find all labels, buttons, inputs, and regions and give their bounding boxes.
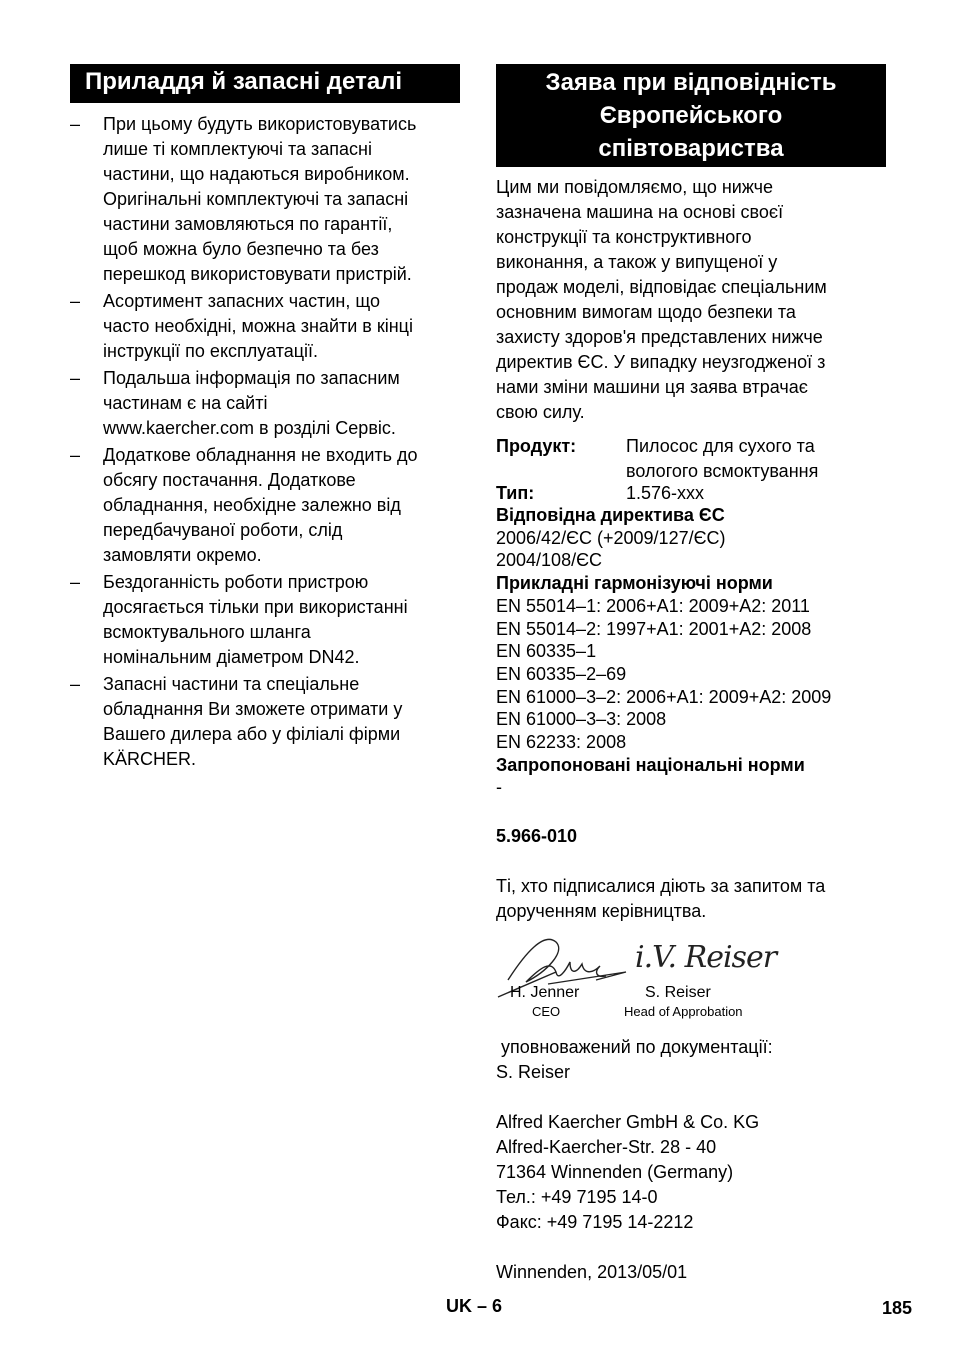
- signer-name-jenner: H. Jenner: [510, 984, 580, 1001]
- national-norms-value: -: [496, 777, 502, 798]
- national-norms-label: Запропоновані національні норми: [496, 754, 805, 775]
- list-item: [70, 112, 460, 287]
- intro-line: Цим ми повідомляємо, що нижче: [496, 177, 774, 197]
- list-item-line: www.kaercher.com в розділі Сервіс.: [103, 418, 396, 438]
- address-line: Факс: +49 7195 14-2212: [496, 1212, 694, 1232]
- signature-reiser: i.V. Reiser: [635, 940, 777, 975]
- norm-item: EN 60335–2–69: [496, 663, 627, 684]
- norm-item: EN 62233: 2008: [496, 732, 627, 753]
- place-date: Winnenden, 2013/05/01: [496, 1262, 688, 1282]
- list-item: [70, 289, 460, 364]
- section-heading-accessories: Приладдя й запасні деталі: [70, 64, 460, 103]
- signed-text-line: дорученням керівництва.: [496, 901, 707, 921]
- list-item-line: інструкції по експлуатації.: [103, 341, 319, 361]
- bullet-dash: –: [70, 291, 81, 311]
- intro-line: нами зміни машини ця заява втрачає: [496, 377, 808, 397]
- product-value-line: Пилосос для сухого та: [626, 436, 815, 456]
- signer-role-jenner: CEO: [532, 1004, 561, 1019]
- heading-line: Європейського: [599, 102, 783, 129]
- product-label: Продукт:: [496, 436, 577, 456]
- heading-line: співтовариства: [598, 135, 784, 162]
- bullet-dash: –: [70, 445, 81, 465]
- intro-line: захисту здоров'я представлених нижче: [496, 327, 823, 347]
- left-column: [70, 64, 460, 769]
- list-item-line: частинам є на сайті: [103, 393, 268, 413]
- company-address: [496, 1110, 886, 1235]
- section-heading-declaration: [496, 64, 886, 167]
- list-item-line: перешкод використовувати пристрій.: [103, 264, 412, 284]
- list-item-line: щоб можна було безпечно та без: [103, 239, 379, 259]
- signer-name-reiser: S. Reiser: [645, 984, 711, 1001]
- authorized-label: уповноважений по документації:: [496, 1037, 773, 1057]
- list-item-line: Подальша інформація по запасним: [103, 368, 400, 388]
- list-item-line: обладнання Ви зможете отримати у: [103, 699, 403, 719]
- intro-line: зазначена машина на основі своєї: [496, 202, 784, 222]
- list-item-line: Оригінальні комплектуючі та запасні: [103, 189, 409, 209]
- norm-item: EN 55014–1: 2006+A1: 2009+A2: 2011: [496, 595, 810, 616]
- standards-block: [496, 504, 886, 799]
- list-item-line: Запасні частини та спеціальне: [103, 674, 360, 694]
- list-item: [70, 443, 460, 568]
- address-line: Alfred Kaercher GmbH & Co. KG: [496, 1112, 760, 1132]
- bullet-dash: –: [70, 674, 81, 694]
- footer-section-label: UK – 6: [446, 1296, 503, 1316]
- list-item-line: Асортимент запасних частин, що: [103, 291, 380, 311]
- list-item: [70, 672, 460, 772]
- list-item-line: обладнання, необхідне залежно від: [103, 495, 401, 515]
- heading-line: Заява при відповідність: [545, 69, 837, 96]
- signed-text-line: Ті, хто підписалися діють за запитом та: [496, 876, 826, 896]
- list-item-line: лише ті комплектуючі та запасні: [103, 139, 372, 159]
- list-item-line: Бездоганність роботи пристрою: [103, 572, 369, 592]
- list-item-line: Вашего дилера або у філіалі фірми: [103, 724, 401, 744]
- list-item-line: KÄRCHER.: [103, 749, 197, 769]
- intro-line: виконання, а також у випущеної у: [496, 252, 778, 272]
- declaration-intro: [496, 175, 886, 425]
- address-line: Alfred-Kaercher-Str. 28 - 40: [496, 1137, 717, 1157]
- document-number: 5.966-010: [496, 826, 578, 846]
- list-item-line: Додаткове обладнання не входить до: [103, 445, 418, 465]
- directive-item: 2004/108/ЄС: [496, 550, 603, 571]
- list-item-line: частини замовляються по гарантії,: [103, 214, 393, 234]
- intro-line: конструкції та конструктивного: [496, 227, 752, 247]
- list-item-line: обсягу постачання. Додаткове: [103, 470, 356, 490]
- directive-label: Відповідна директива ЄС: [496, 505, 725, 525]
- page-number: 185: [881, 1298, 912, 1318]
- norms-label: Прикладні гармонізуючі норми: [496, 573, 773, 594]
- list-item-line: досягається тільки при використанні: [103, 597, 408, 617]
- list-item-line: При цьому будуть використовуватись: [103, 114, 417, 134]
- list-item: [70, 570, 460, 670]
- norm-item: EN 60335–1: [496, 641, 597, 662]
- list-item-line: частини, що надаються виробником.: [103, 164, 410, 184]
- bullet-dash: –: [70, 114, 81, 134]
- right-column: [496, 64, 886, 1282]
- norm-item: EN 61000–3–2: 2006+A1: 2009+A2: 2009: [496, 686, 832, 707]
- bullet-dash: –: [70, 368, 81, 388]
- list-item-line: всмоктувального шланга: [103, 622, 311, 642]
- type-label: Тип:: [496, 483, 535, 503]
- norm-item: EN 55014–2: 1997+A1: 2001+A2: 2008: [496, 618, 812, 639]
- authorized-representative: [496, 1035, 886, 1085]
- intro-line: основним вимогам щодо безпеки та: [496, 302, 796, 322]
- list-item-line: номінальним діаметром DN42.: [103, 647, 360, 667]
- address-line: Тел.: +49 7195 14-0: [496, 1187, 658, 1207]
- list-item: [70, 366, 460, 441]
- list-item-line: замовляти окремо.: [103, 545, 262, 565]
- signer-role-reiser: Head of Approbation: [624, 1004, 743, 1019]
- accessories-list: [70, 112, 460, 774]
- address-line: 71364 Winnenden (Germany): [496, 1162, 734, 1182]
- intro-line: продаж моделі, відповідає спеціальним: [496, 277, 827, 297]
- type-value: 1.576-xxx: [626, 483, 705, 503]
- signed-text: [496, 874, 886, 924]
- list-item-line: передбачуваної роботи, слід: [103, 520, 343, 540]
- intro-line: директив ЄС. У випадку неузгодженої з: [496, 352, 826, 372]
- list-item-line: часто необхідні, можна знайти в кінці: [103, 316, 413, 336]
- authorized-name: S. Reiser: [496, 1062, 571, 1082]
- norm-item: EN 61000–3–3: 2008: [496, 709, 667, 730]
- intro-line: свою силу.: [496, 402, 585, 422]
- directive-item: 2006/42/ЄС (+2009/127/ЄС): [496, 527, 726, 548]
- bullet-dash: –: [70, 572, 81, 592]
- product-value-line: вологого всмоктування: [626, 461, 819, 481]
